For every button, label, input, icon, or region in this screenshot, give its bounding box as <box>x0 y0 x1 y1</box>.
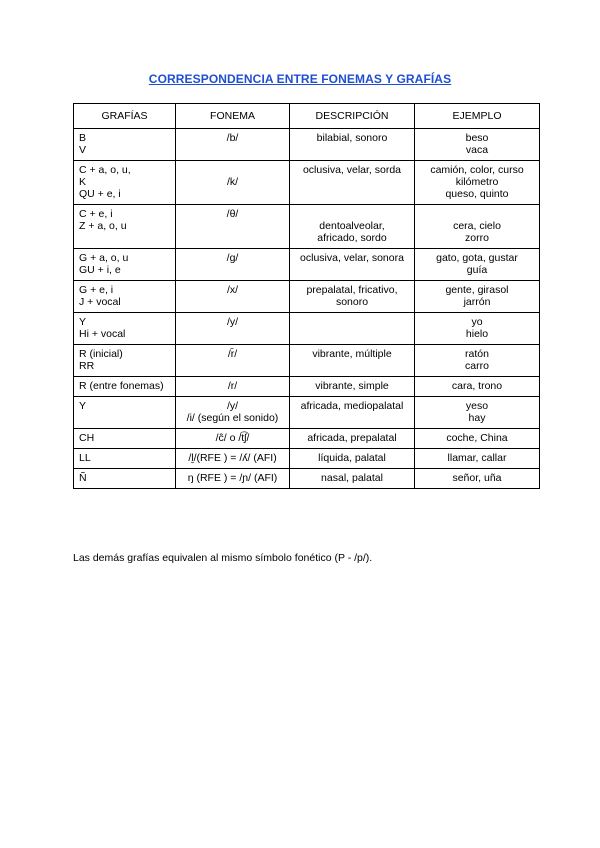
cell-ejemplo-line: carro <box>465 360 489 372</box>
cell-fonema <box>176 205 290 249</box>
cell-fonema-line: /y/ <box>226 316 239 328</box>
cell-grafias-line: Ñ <box>79 472 87 484</box>
cell-fonema-line <box>181 164 284 176</box>
cell-fonema-line: /r̄/ <box>227 348 238 360</box>
cell-fonema-line: ŋ (RFE ) = /ɲ/ (AFI) <box>187 472 278 484</box>
page-title: CORRESPONDENCIA ENTRE FONEMAS Y GRAFÍAS <box>148 72 452 86</box>
cell-grafias <box>74 313 176 345</box>
cell-ejemplo-line: hay <box>468 412 486 424</box>
cell-descripcion-line: africado, sordo <box>317 232 387 244</box>
cell-fonema-line: /θ/ <box>226 208 239 220</box>
header-grafias: GRAFÍAS <box>74 104 176 129</box>
cell-descripcion <box>290 469 415 489</box>
cell-descripcion-line: sonoro <box>335 296 369 308</box>
cell-fonema-line: /y/ <box>226 400 239 412</box>
cell-fonema <box>176 449 290 469</box>
header-fonema: FONEMA <box>176 104 290 129</box>
table-row <box>74 429 540 449</box>
cell-grafias-line: R (entre fonemas) <box>79 380 164 392</box>
cell-fonema <box>176 161 290 205</box>
cell-fonema <box>176 249 290 281</box>
cell-ejemplo-line: cara, trono <box>451 380 503 392</box>
cell-grafias-line: GU + i, e <box>79 264 121 276</box>
table-row <box>74 397 540 429</box>
cell-ejemplo-line: llamar, callar <box>447 452 507 464</box>
header-descripcion: DESCRIPCIÓN <box>290 104 415 129</box>
cell-ejemplo <box>415 281 540 313</box>
cell-grafias <box>74 469 176 489</box>
cell-ejemplo-line: beso <box>465 132 489 144</box>
cell-descripcion <box>290 281 415 313</box>
cell-fonema <box>176 281 290 313</box>
cell-descripcion <box>290 129 415 161</box>
cell-ejemplo-line: señor, uña <box>452 472 502 484</box>
table-row <box>74 345 540 377</box>
cell-descripcion-line: líquida, palatal <box>318 452 386 464</box>
cell-grafias-line: C + e, i <box>79 208 113 220</box>
cell-descripcion-line: dentoalveolar, <box>319 220 385 232</box>
cell-descripcion-line <box>295 316 409 328</box>
cell-grafias-line: CH <box>79 432 95 444</box>
cell-ejemplo-line: coche, China <box>446 432 508 444</box>
table-row <box>74 205 540 249</box>
cell-grafias-line: Y <box>79 400 87 412</box>
cell-descripcion-line: bilabial, sonoro <box>316 132 388 144</box>
cell-descripcion <box>290 429 415 449</box>
cell-fonema-line: /g/ <box>226 252 239 264</box>
cell-descripcion-line: oclusiva, velar, sonora <box>300 252 404 264</box>
cell-grafias <box>74 249 176 281</box>
cell-descripcion <box>290 397 415 429</box>
cell-ejemplo-line: yeso <box>465 400 489 412</box>
footer-note: Las demás grafías equivalen al mismo símbolo fonético (P - /p/). <box>73 552 373 564</box>
cell-ejemplo-line <box>420 208 534 220</box>
cell-descripcion <box>290 449 415 469</box>
cell-ejemplo <box>415 397 540 429</box>
table-row <box>74 449 540 469</box>
cell-descripcion-line: nasal, palatal <box>321 472 383 484</box>
cell-ejemplo-line: yo <box>471 316 483 328</box>
cell-grafias-line: RR <box>79 360 95 372</box>
cell-ejemplo-line: hielo <box>465 328 489 340</box>
cell-grafias <box>74 449 176 469</box>
cell-grafias-line: G + e, i <box>79 284 114 296</box>
cell-grafias <box>74 429 176 449</box>
cell-fonema-line: /b/ <box>226 132 239 144</box>
cell-fonema <box>176 429 290 449</box>
table-row <box>74 129 540 161</box>
cell-ejemplo-line: gente, girasol <box>445 284 509 296</box>
cell-descripcion <box>290 345 415 377</box>
cell-ejemplo <box>415 377 540 397</box>
cell-fonema-line: /l̮/(RFE ) = /ʎ/ (AFI) <box>188 452 277 464</box>
cell-grafias-line: R (inicial) <box>79 348 123 360</box>
cell-descripcion-line: oclusiva, velar, sorda <box>302 164 402 176</box>
cell-ejemplo <box>415 313 540 345</box>
cell-descripcion <box>290 205 415 249</box>
table-row <box>74 469 540 489</box>
cell-grafias-line: QU + e, i <box>79 188 121 200</box>
cell-grafias <box>74 161 176 205</box>
table-header-row <box>74 104 540 129</box>
cell-grafias-line: C + a, o, u, <box>79 164 131 176</box>
cell-grafias <box>74 397 176 429</box>
cell-grafias-line: V <box>79 144 87 156</box>
cell-ejemplo <box>415 345 540 377</box>
cell-fonema-line: /ĉ/ o /t͡ʃ/ <box>215 432 250 444</box>
cell-ejemplo <box>415 249 540 281</box>
cell-ejemplo-line: kilómetro <box>455 176 499 188</box>
cell-grafias-line: J + vocal <box>79 296 121 308</box>
cell-grafias <box>74 377 176 397</box>
cell-ejemplo-line: camión, color, curso <box>430 164 524 176</box>
cell-ejemplo <box>415 449 540 469</box>
cell-ejemplo <box>415 161 540 205</box>
cell-descripcion-line: prepalatal, fricativo, <box>306 284 398 296</box>
table-row <box>74 313 540 345</box>
cell-descripcion <box>290 313 415 345</box>
phoneme-table <box>73 103 540 489</box>
cell-fonema <box>176 397 290 429</box>
cell-ejemplo-line: zorro <box>465 232 489 244</box>
cell-grafias <box>74 129 176 161</box>
cell-descripcion-line: vibrante, simple <box>315 380 389 392</box>
cell-ejemplo-line: ratón <box>465 348 489 360</box>
cell-ejemplo-line: gato, gota, gustar <box>436 252 518 264</box>
cell-ejemplo <box>415 129 540 161</box>
cell-fonema <box>176 313 290 345</box>
cell-ejemplo-line: cera, cielo <box>453 220 501 232</box>
cell-fonema-line: /k/ <box>226 176 239 188</box>
cell-grafias-line: B <box>79 132 87 144</box>
cell-ejemplo-line: jarrón <box>463 296 491 308</box>
cell-grafias-line: LL <box>79 452 91 464</box>
cell-descripcion <box>290 377 415 397</box>
cell-fonema-line: /x/ <box>226 284 239 296</box>
cell-descripcion <box>290 161 415 205</box>
cell-ejemplo <box>415 429 540 449</box>
cell-descripcion-line: vibrante, múltiple <box>312 348 392 360</box>
table-body <box>74 129 540 489</box>
cell-ejemplo-line: vaca <box>465 144 489 156</box>
cell-descripcion-line <box>295 208 409 220</box>
cell-grafias-line: Hi + vocal <box>79 328 126 340</box>
cell-descripcion-line: africada, mediopalatal <box>300 400 404 412</box>
cell-fonema <box>176 377 290 397</box>
cell-grafias <box>74 205 176 249</box>
cell-fonema-line: /i/ (según el sonido) <box>186 412 279 424</box>
cell-ejemplo <box>415 205 540 249</box>
cell-fonema <box>176 345 290 377</box>
cell-grafias <box>74 345 176 377</box>
table-row <box>74 249 540 281</box>
cell-fonema <box>176 469 290 489</box>
header-ejemplo: EJEMPLO <box>415 104 540 129</box>
cell-fonema-line: /r/ <box>227 380 238 392</box>
table-row <box>74 281 540 313</box>
cell-grafias <box>74 281 176 313</box>
cell-descripcion-line: africada, prepalatal <box>307 432 397 444</box>
cell-ejemplo-line: queso, quinto <box>445 188 509 200</box>
cell-descripcion <box>290 249 415 281</box>
table-row <box>74 377 540 397</box>
cell-grafias-line: K <box>79 176 87 188</box>
cell-grafias-line: G + a, o, u <box>79 252 129 264</box>
table-row <box>74 161 540 205</box>
cell-fonema <box>176 129 290 161</box>
cell-ejemplo <box>415 469 540 489</box>
cell-ejemplo-line: guía <box>466 264 488 276</box>
cell-grafias-line: Z + a, o, u <box>79 220 127 232</box>
cell-grafias-line: Y <box>79 316 87 328</box>
